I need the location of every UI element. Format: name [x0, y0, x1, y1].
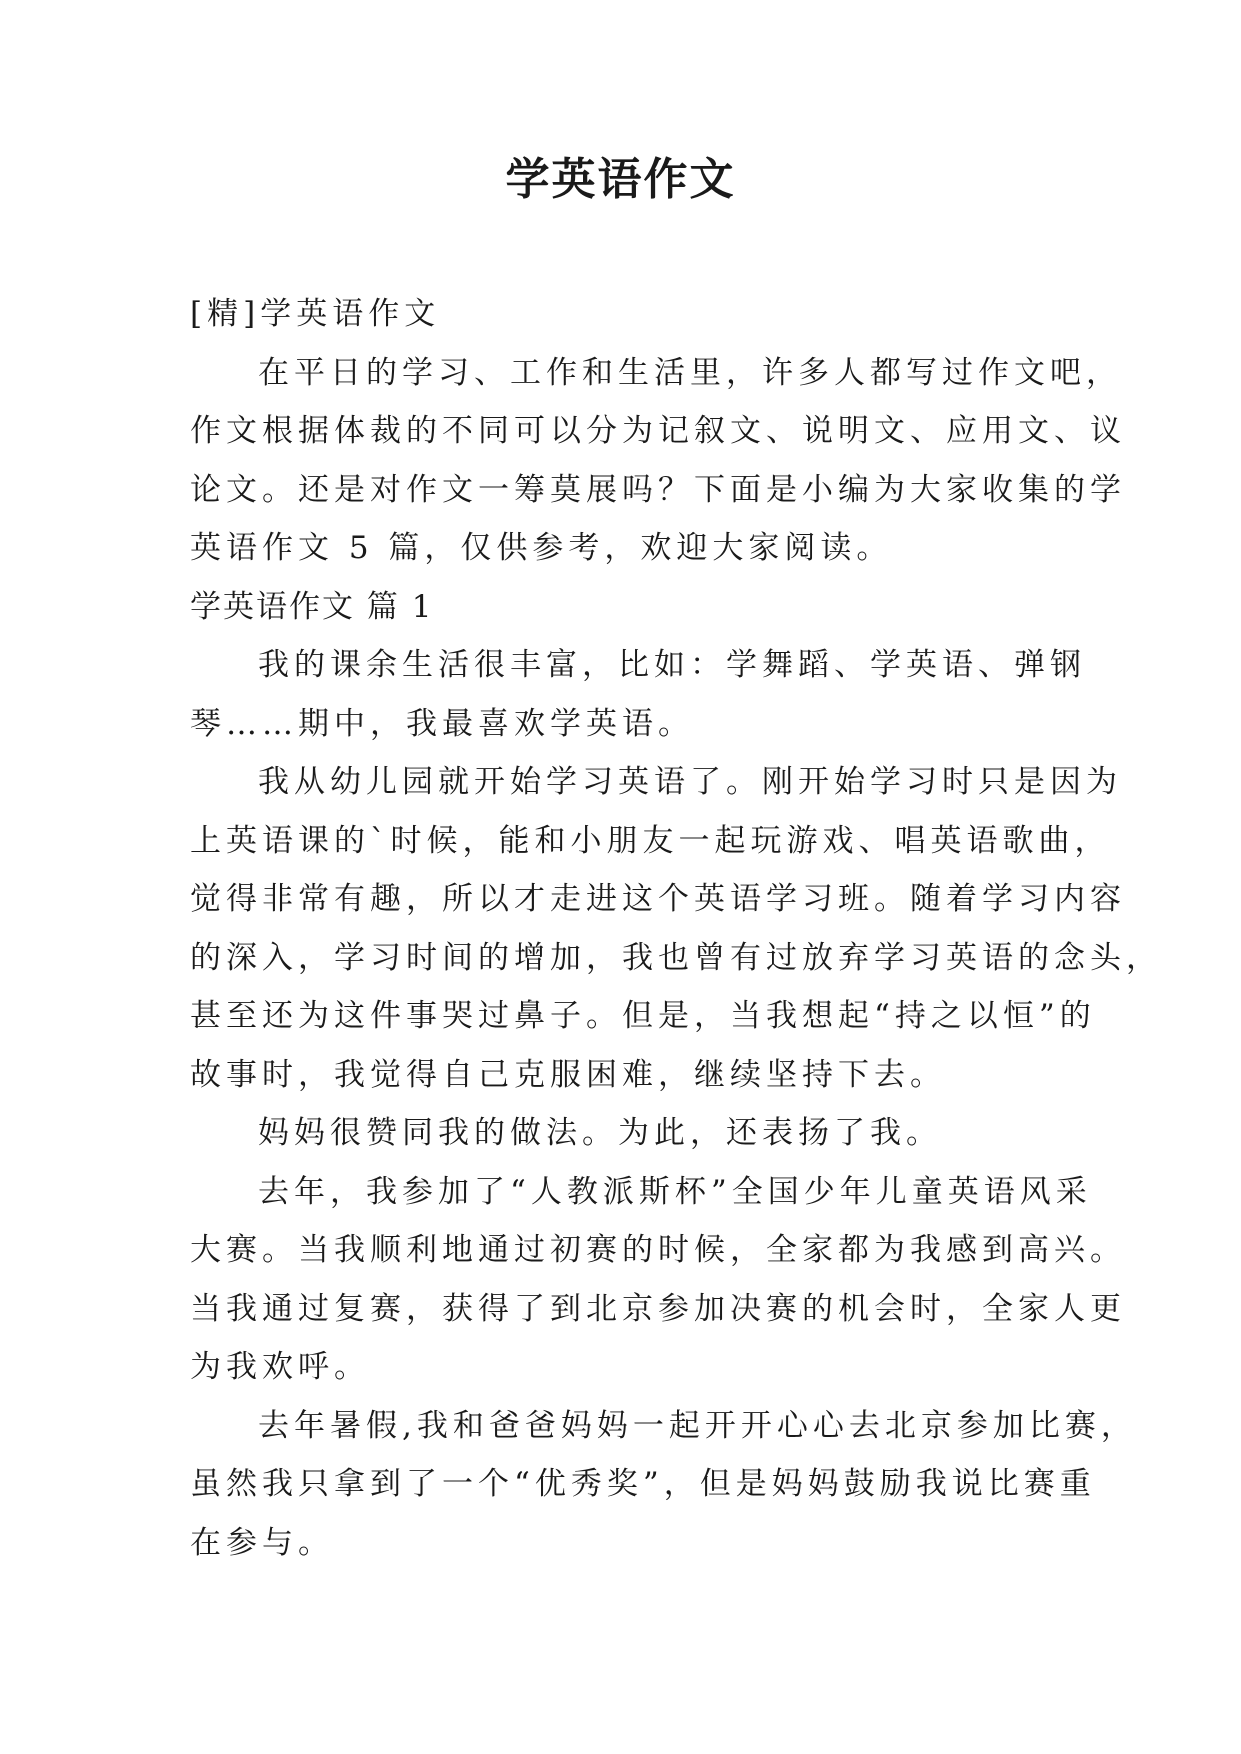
paragraph-line: 去年暑假,我和爸爸妈妈一起开开心心去北京参加比赛，: [258, 1407, 1137, 1444]
paragraph-line: 故事时，我觉得自己克服困难，继续坚持下去。: [190, 1056, 946, 1093]
paragraph-line: 英语作文 5 篇，仅供参考，欢迎大家阅读。: [190, 530, 893, 566]
paragraph: [190, 753, 1162, 1104]
paragraph-line: 当我通过复赛，获得了到北京参加决赛的机会时，全家人更: [190, 1290, 1126, 1327]
paragraph-line: 在参与。: [190, 1524, 334, 1561]
paragraph: [190, 636, 1086, 753]
document-title: 学英语作文: [505, 154, 736, 205]
paragraph-line: 觉得非常有趣，所以才走进这个英语学习班。随着学习内容: [190, 881, 1126, 917]
document-subtitle: [精]学英语作文: [190, 296, 441, 332]
paragraph-line: 为我欢呼。: [190, 1349, 370, 1385]
paragraph-line: 琴……期中，我最喜欢学英语。: [190, 705, 694, 742]
intro-paragraph: [190, 344, 1126, 578]
paragraph-line: 作文根据体裁的不同可以分为记叙文、说明文、应用文、议: [190, 413, 1126, 449]
paragraph-line: 妈妈很赞同我的做法。为此，还表扬了我。: [258, 1115, 942, 1151]
paragraph-line: 去年，我参加了“人教派斯杯”全国少年儿童英语风采: [258, 1173, 1092, 1210]
paragraph-line: 在平日的学习、工作和生活里，许多人都写过作文吧，: [258, 354, 1122, 391]
paragraph: [190, 1163, 1126, 1397]
paragraph-line: 我从幼儿园就开始学习英语了。刚开始学习时只是因为: [258, 764, 1122, 800]
document-body: [190, 285, 1162, 1572]
paragraph: [190, 1397, 1137, 1573]
paragraph-line: 甚至还为这件事哭过鼻子。但是，当我想起“持之以恒”的: [190, 998, 1096, 1034]
section-heading: 学英语作文 篇 1: [190, 588, 434, 625]
paragraph-line: 虽然我只拿到了一个“优秀奖”，但是妈妈鼓励我说比赛重: [190, 1466, 1096, 1502]
paragraph-line: 大赛。当我顺利地通过初赛的时候，全家都为我感到高兴。: [190, 1232, 1126, 1268]
paragraph-line: 论文。还是对作文一筹莫展吗？下面是小编为大家收集的学: [190, 471, 1126, 508]
paragraph: [190, 1104, 1070, 1163]
paragraph-line: 的深入，学习时间的增加，我也曾有过放弃学习英语的念头，: [190, 939, 1162, 976]
paragraph-line: 我的课余生活很丰富，比如：学舞蹈、学英语、弹钢: [258, 647, 1086, 683]
paragraph-line: 上英语课的`时候，能和小朋友一起玩游戏、唱英语歌曲，: [190, 822, 1111, 859]
